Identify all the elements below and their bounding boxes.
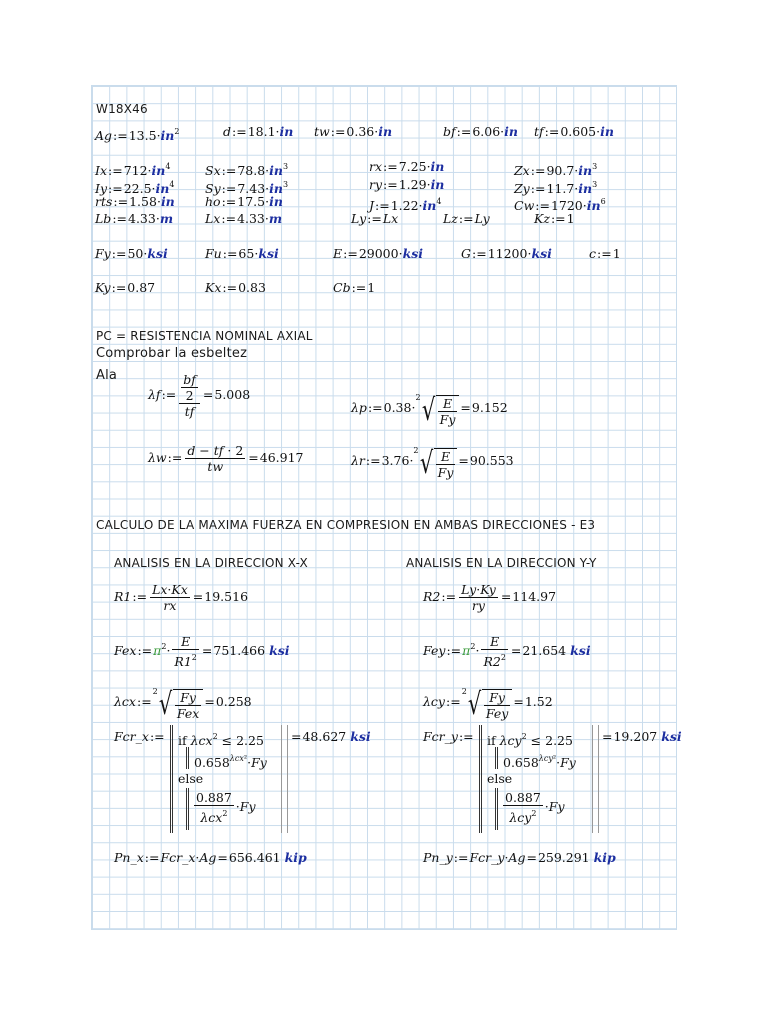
fcr-y-program-bar	[479, 725, 482, 833]
fcr-y-branch2: $\frac{0.887}{\lambda cy^2}$ ·Fy	[505, 790, 565, 825]
fcr-y-result-bracket	[592, 725, 599, 833]
calculo-label: CALCULO DE LA MAXIMA FUERZA EN COMPRESION EN AMBAS DIRECCIONES - E3	[96, 518, 596, 532]
eq-ky: Ky:=0.87	[95, 280, 156, 295]
eq-lambda-r: λr:=3.76·$^2$√ $\frac{E}{Fy}$ =90.553	[351, 445, 514, 481]
eq-pn-x: Pn_x:=Fcr_x·Ag=656.461 kip	[114, 850, 307, 865]
eq-lambda-cy: λcy:=$^2$√ $\frac{Fy}{\text{Fey}}$ =1.52	[423, 686, 553, 722]
eq-lambda-p: λp:=0.38·$^2$√ $\frac{E}{Fy}$ =9.152	[351, 392, 508, 428]
fcr-x-if-bar	[186, 747, 189, 769]
eq-r1: R1:= $\frac{Lx\cdot Kx}{rx}$ =19.516	[114, 582, 249, 613]
eq-rts: rts:=1.58·in	[95, 194, 175, 209]
fcr-x-else: else	[178, 771, 204, 786]
eq-lambda-cx: λcx:=$^2$√ $\frac{Fy}{\text{Fex}}$ =0.258	[114, 686, 252, 722]
eq-cb: Cb:=1	[333, 280, 376, 295]
eq-tw: tw:=0.36·in	[314, 124, 393, 139]
fcr-y-name: Fcr_y:=	[423, 729, 474, 744]
eq-tf: tf:=0.605·in	[534, 124, 614, 139]
eq-r2: R2:= $\frac{Ly\cdot Ky}{ry}$ =114.97	[423, 582, 557, 613]
section-title: W18X46	[96, 102, 148, 116]
eq-ix: $Ix:=712\cdot in^4$	[95, 162, 171, 178]
fcr-x-if: if λcx$^2$ ≤ 2.25	[178, 732, 264, 748]
fcr-x-else-bar	[186, 788, 189, 830]
analisis-y-label: ANALISIS EN LA DIRECCION Y-Y	[406, 556, 597, 570]
eq-kz: Kz:=1	[534, 211, 575, 226]
eq-ly: Ly:=Lx	[351, 211, 399, 226]
eq-j: $J:=1.22\cdot in^4$	[369, 197, 442, 213]
eq-lambda-w: λw:= $\frac{d - tf \cdot 2}{tw}$ =46.917	[148, 443, 304, 474]
fcr-x-result-bracket	[281, 725, 288, 833]
eq-bf: bf:=6.06·in	[443, 124, 518, 139]
fcr-y-branch1: $0.658^{\lambda cy^2}\cdot Fy$	[503, 754, 576, 770]
fcr-y-if-bar	[495, 747, 498, 769]
eq-zy: $Zy:=11.7\cdot in^3$	[514, 180, 598, 196]
fcr-x-result: =48.627 ksi	[291, 729, 371, 744]
eq-zx: $Zx:=90.7\cdot in^3$	[514, 162, 598, 178]
eq-lambda-f: λf:= $\frac{\frac{bf}{2}}{tf}$ =5.008	[148, 372, 251, 419]
eq-fex: $Fex:=\pi^2\cdot$ $\frac{E}{R1^2}$ =751.466 ksi	[114, 634, 290, 669]
eq-lb: Lb:=4.33·m	[95, 211, 174, 226]
eq-pn-y: Pn_y:=Fcr_y·Ag=259.291 kip	[423, 850, 616, 865]
eq-cw: $Cw:=1720\cdot in^6$	[514, 197, 606, 213]
eq-c: c:=1	[589, 246, 621, 261]
fcr-x-branch2: $\frac{0.887}{\lambda cx^2}$ ·Fy	[196, 790, 256, 825]
comprobar-label: Comprobar la esbeltez	[96, 346, 248, 361]
eq-lx: Lx:=4.33·m	[205, 211, 283, 226]
eq-fu: Fu:=65·ksi	[205, 246, 279, 261]
eq-kx: Kx:=0.83	[205, 280, 266, 295]
eq-sy: $Sy:=7.43\cdot in^3$	[205, 180, 289, 196]
analisis-x-label: ANALISIS EN LA DIRECCION X-X	[114, 556, 308, 570]
eq-fey: $Fey:=\pi^2\cdot$ $\frac{E}{R2^2}$ =21.654 ksi	[423, 634, 591, 669]
eq-d: d:=18.1·in	[223, 124, 294, 139]
pc-label: PC = RESISTENCIA NOMINAL AXIAL	[96, 329, 313, 343]
fcr-y-else: else	[487, 771, 513, 786]
fcr-y-result: =19.207 ksi	[602, 729, 682, 744]
eq-sx: $Sx:=78.8\cdot in^3$	[205, 162, 289, 178]
fcr-y-if: if λcy$^2$ ≤ 2.25	[487, 732, 573, 748]
fcr-y-else-bar	[495, 788, 498, 830]
eq-e: E:=29000·ksi	[333, 246, 424, 261]
eq-ry: ry:=1.29·in	[369, 177, 445, 192]
eq-rx: rx:=7.25·in	[369, 159, 445, 174]
eq-ag: $Ag:=13.5\cdot in^2$	[95, 127, 180, 143]
fcr-x-name: Fcr_x:=	[114, 729, 165, 744]
eq-g: G:=11200·ksi	[461, 246, 552, 261]
ala-label: Ala	[96, 368, 118, 383]
fcr-x-branch1: $0.658^{\lambda cx^2}\cdot Fy$	[194, 754, 267, 770]
eq-lz: Lz:=Ly	[443, 211, 490, 226]
eq-ho: ho:=17.5·in	[205, 194, 283, 209]
eq-iy: $Iy:=22.5\cdot in^4$	[95, 180, 175, 196]
fcr-x-program-bar	[170, 725, 173, 833]
eq-fy: Fy:=50·ksi	[95, 246, 168, 261]
